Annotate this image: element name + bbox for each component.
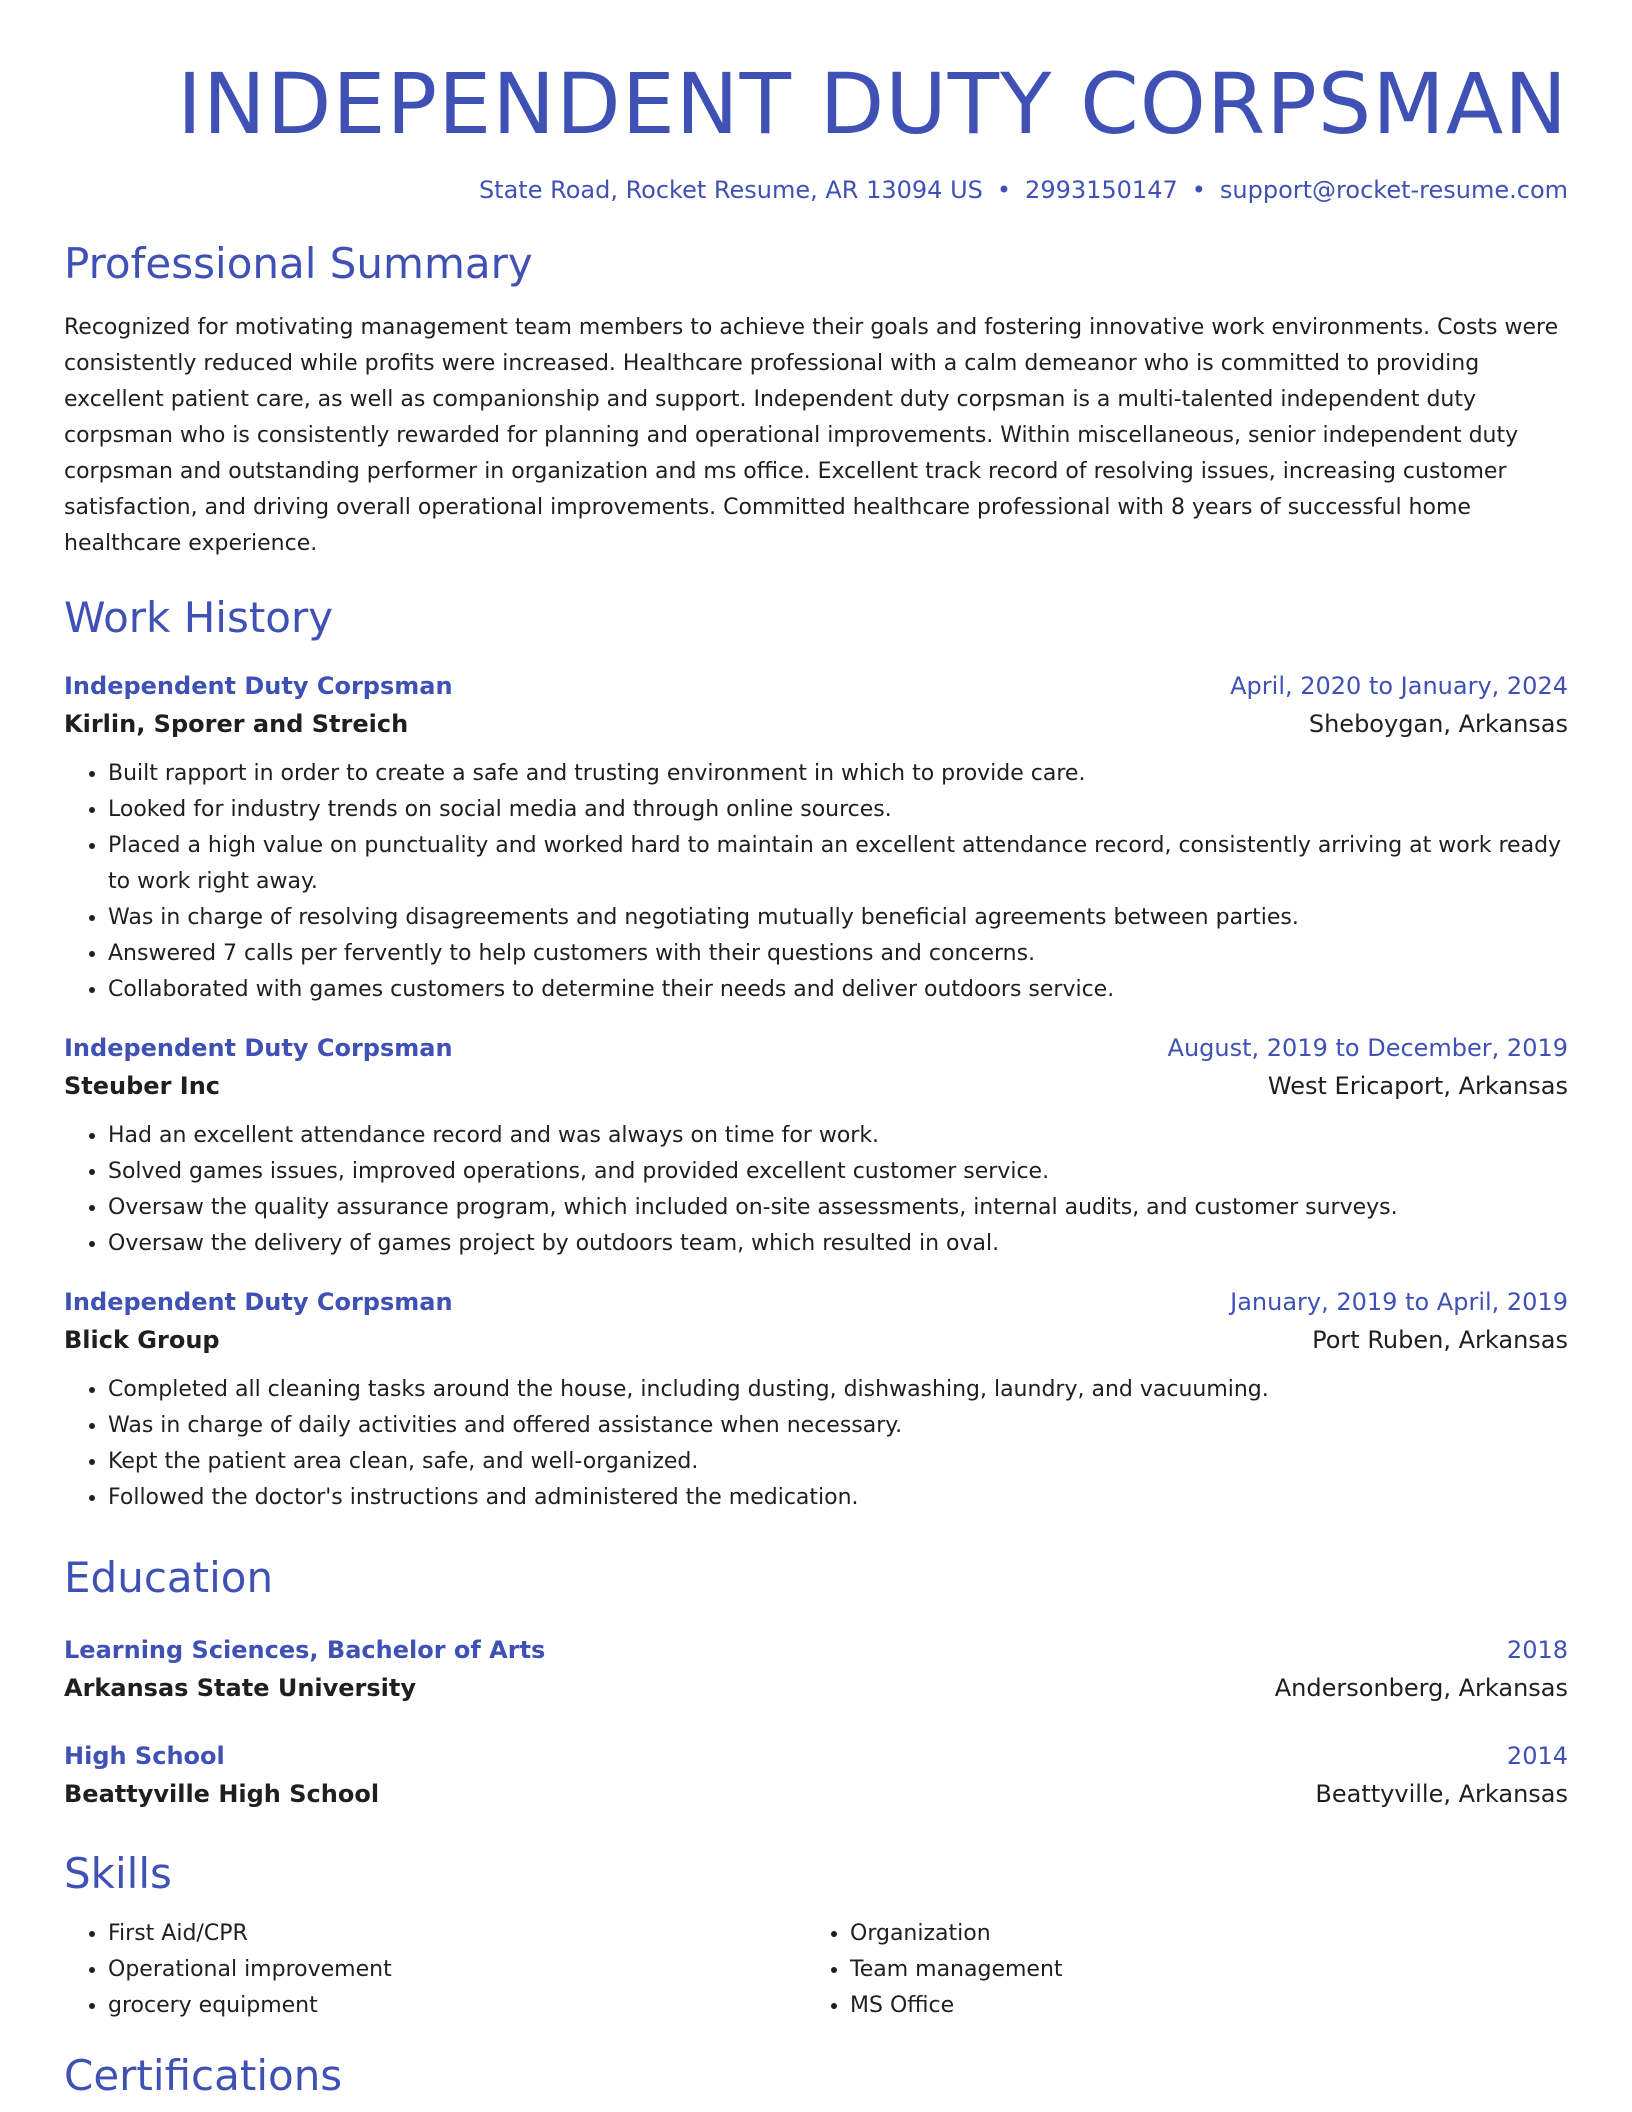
skill-item: • Team management bbox=[850, 1952, 1548, 1988]
contact-line bbox=[64, 174, 1568, 206]
job-bullet: • Kept the patient area clean, safe, and well-organized. bbox=[108, 1444, 1568, 1480]
skills-heading: Skills bbox=[64, 1849, 172, 1898]
certifications-section bbox=[64, 2048, 1568, 2104]
job-bullet: • Answered 7 calls per fervently to help customers with their questions and concerns. bbox=[108, 936, 1568, 972]
contact-phone[interactable]: 2993150147 bbox=[1025, 176, 1178, 204]
job-dates: April, 2020 to January, 2024 bbox=[1230, 672, 1568, 700]
job-location: Port Ruben, Arkansas bbox=[1312, 1326, 1568, 1354]
job-entry bbox=[64, 1032, 1568, 1262]
job-dates: August, 2019 to December, 2019 bbox=[1167, 1034, 1568, 1062]
certifications-heading: Certifications bbox=[64, 2051, 343, 2100]
job-title: Independent Duty Corpsman bbox=[64, 1034, 453, 1062]
education-section bbox=[64, 1550, 1568, 1810]
graduation-year: 2014 bbox=[1506, 1742, 1568, 1770]
degree: Learning Sciences, Bachelor of Arts bbox=[64, 1636, 546, 1664]
graduation-year: 2018 bbox=[1506, 1636, 1568, 1664]
job-title: Independent Duty Corpsman bbox=[64, 1288, 453, 1316]
skills-column-right bbox=[806, 1916, 1548, 2024]
job-bullet: • Oversaw the delivery of games project by outdoors team, which resulted in oval. bbox=[108, 1226, 1568, 1262]
job-bullet: • Collaborated with games customers to determine their needs and deliver outdoors service. bbox=[108, 972, 1568, 1008]
education-entry bbox=[64, 1740, 1568, 1810]
job-entry bbox=[64, 670, 1568, 1008]
degree: High School bbox=[64, 1742, 225, 1770]
work-history-heading: Work History bbox=[64, 593, 334, 642]
summary-text: Recognized for motivating management team members to achieve their goals and fostering innovative work environments. Costs were consistently reduced while profits were increased. Healthcare professional with a calm demeanor who is committed to providing excellent patient care, as well as companionship and support. Independent duty corpsman is a multi-talented independent duty corpsman who is consistently rewarded for planning and operational improvements. Within miscellaneous, senior independent duty corpsman and outstanding performer in organization and ms office. Excellent track record of resolving issues, increasing customer satisfaction, and driving overall operational improvements. Committed healthcare professional with 8 years of successful home healthcare experience. bbox=[64, 315, 1559, 556]
skill-item: • Organization bbox=[850, 1916, 1548, 1952]
skills-grid bbox=[64, 1916, 1568, 2024]
job-bullets bbox=[64, 1118, 1568, 1262]
school-location: Beattyville, Arkansas bbox=[1315, 1780, 1568, 1808]
job-bullets bbox=[64, 756, 1568, 1008]
job-bullet: • Solved games issues, improved operations, and provided excellent customer service. bbox=[108, 1154, 1568, 1190]
contact-email[interactable]: support@rocket-resume.com bbox=[1219, 176, 1568, 204]
contact-separator: • bbox=[996, 176, 1012, 204]
job-location: West Ericaport, Arkansas bbox=[1267, 1072, 1568, 1100]
contact-separator: • bbox=[1191, 176, 1206, 204]
job-dates: January, 2019 to April, 2019 bbox=[1230, 1288, 1568, 1316]
job-company: Steuber Inc bbox=[64, 1072, 221, 1100]
contact-address: State Road, Rocket Resume, AR 13094 US bbox=[478, 176, 983, 204]
summary-section bbox=[64, 236, 1568, 562]
school-name: Beattyville High School bbox=[64, 1780, 380, 1808]
job-bullet: • Oversaw the quality assurance program, which included on-site assessments, internal audits, and customer surveys. bbox=[108, 1190, 1568, 1226]
candidate-name: INDEPENDENT DUTY CORPSMAN bbox=[177, 55, 1568, 153]
job-bullets bbox=[64, 1372, 1568, 1516]
resume-header bbox=[64, 0, 1568, 206]
job-bullet: • Had an excellent attendance record and was always on time for work. bbox=[108, 1118, 1568, 1154]
skills-column-left bbox=[64, 1916, 806, 2024]
summary-heading: Professional Summary bbox=[64, 239, 533, 288]
school-location: Andersonberg, Arkansas bbox=[1274, 1674, 1568, 1702]
job-bullet: • Built rapport in order to create a safe and trusting environment in which to provide care. bbox=[108, 756, 1568, 792]
education-entry bbox=[64, 1634, 1568, 1704]
job-bullet: • Was in charge of daily activities and offered assistance when necessary. bbox=[108, 1408, 1568, 1444]
skill-item: • Operational improvement bbox=[108, 1952, 806, 1988]
skill-item: • grocery equipment bbox=[108, 1988, 806, 2024]
job-bullet: • Followed the doctor's instructions and administered the medication. bbox=[108, 1480, 1568, 1516]
job-bullet: • Completed all cleaning tasks around the house, including dusting, dishwashing, laundry, and vacuuming. bbox=[108, 1372, 1568, 1408]
job-bullet: • Placed a high value on punctuality and worked hard to maintain an excellent attendance record, consistently arriving at work ready to work right away. bbox=[108, 828, 1568, 900]
education-heading: Education bbox=[64, 1553, 274, 1602]
work-history-section bbox=[64, 590, 1568, 1516]
skill-item: • First Aid/CPR bbox=[108, 1916, 806, 1952]
skills-section bbox=[64, 1846, 1568, 2024]
job-bullet: • Looked for industry trends on social media and through online sources. bbox=[108, 792, 1568, 828]
school-name: Arkansas State University bbox=[64, 1674, 417, 1702]
job-location: Sheboygan, Arkansas bbox=[1308, 710, 1568, 738]
skill-item: • MS Office bbox=[850, 1988, 1548, 2024]
job-entry bbox=[64, 1286, 1568, 1516]
job-company: Kirlin, Sporer and Streich bbox=[64, 710, 409, 738]
job-bullet: • Was in charge of resolving disagreements and negotiating mutually beneficial agreements between parties. bbox=[108, 900, 1568, 936]
job-company: Blick Group bbox=[64, 1326, 220, 1354]
job-title: Independent Duty Corpsman bbox=[64, 672, 453, 700]
